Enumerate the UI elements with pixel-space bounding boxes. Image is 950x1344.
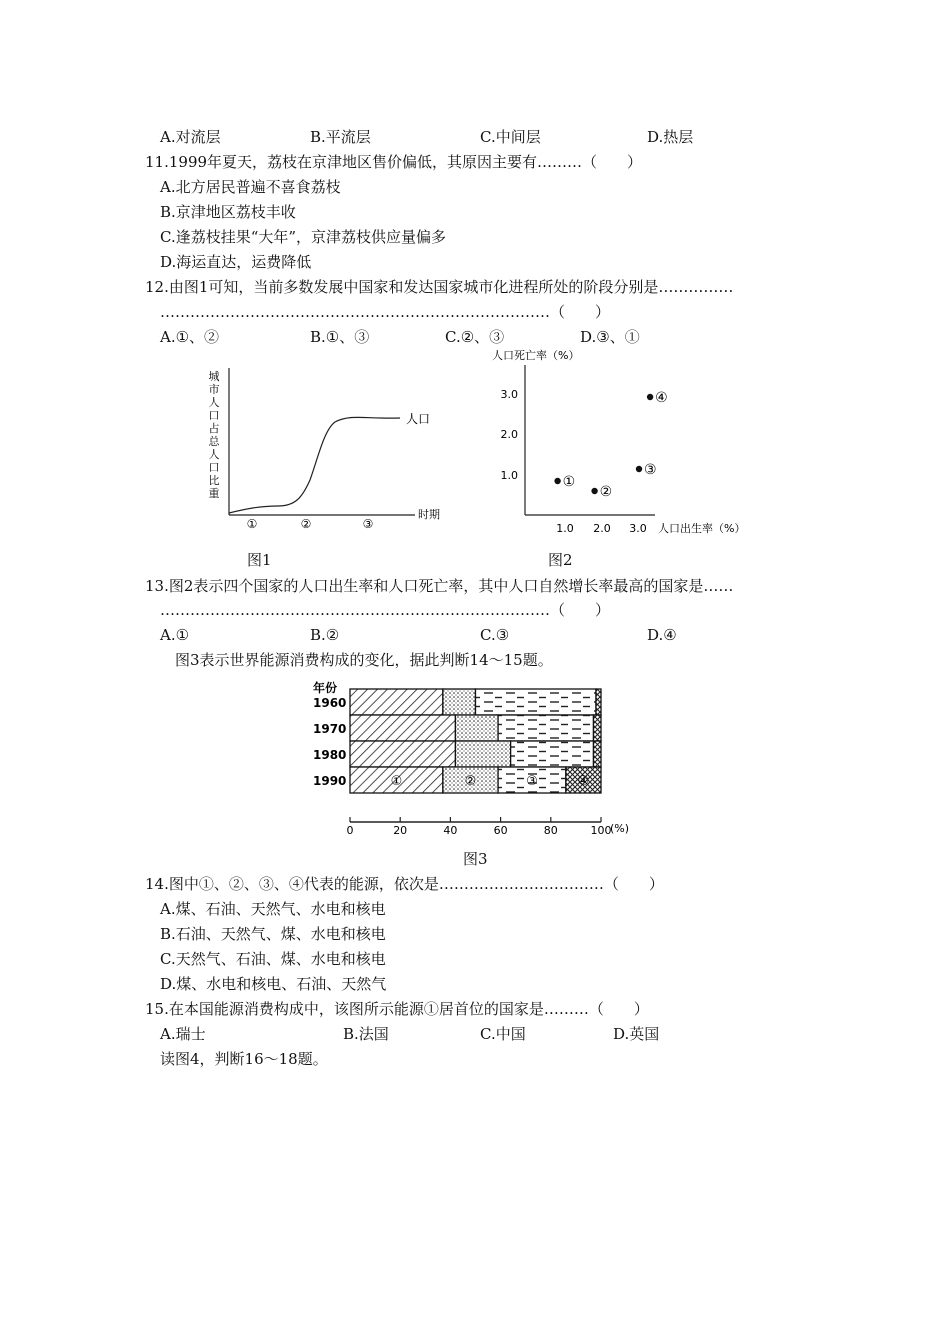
- fig3-year-label-1960: 1960: [313, 696, 347, 710]
- fig1-stage-2: ②: [300, 517, 312, 531]
- fig2-xtick-2: 2.0: [593, 522, 611, 535]
- fig1-x-axis-label: 时期: [418, 508, 440, 521]
- q15-option-b: B.法国: [343, 1025, 389, 1043]
- fig2-x-axis-label: 人口出生率（%）: [658, 522, 746, 535]
- fig2-point-1: [554, 478, 560, 484]
- q13-option-a: A.①: [160, 626, 190, 644]
- fig3-y-axis-label: 年份: [313, 681, 338, 695]
- fig3-segment-1980-1: [350, 741, 455, 767]
- q11-option-c: C.逢荔枝挂果“大年”，京津荔枝供应量偏多: [160, 228, 447, 246]
- fig2-point-4: [647, 394, 653, 400]
- fig3-segment-1970-4: [593, 715, 601, 741]
- fig2-points: [554, 390, 667, 500]
- fig1-ylabel-char: 口: [208, 461, 220, 474]
- fig2-point-2: [591, 488, 597, 494]
- fig3-segment-1960-3: [476, 689, 596, 715]
- fig3-year-label-1990: 1990: [313, 774, 347, 788]
- fig2-ytick-3: 3.0: [500, 388, 518, 401]
- fig2-ytick-2: 2.0: [500, 428, 518, 441]
- fig3-segment-1980-2: [455, 741, 510, 767]
- fig3-segment-1970-1: [350, 715, 455, 741]
- fig3-year-label-1970: 1970: [313, 722, 347, 736]
- fig3-bars: [313, 689, 601, 793]
- fig3-xtick-label-20: 20: [393, 824, 408, 837]
- q10-option-d: D.热层: [647, 128, 694, 146]
- q15-option-a: A.瑞士: [160, 1025, 206, 1043]
- figure-2-scatter-chart: [490, 345, 750, 540]
- q14-option-b: B.石油、天然气、煤、水电和核电: [160, 925, 386, 943]
- q11-stem: 11.1999年夏天，荔枝在京津地区售价偏低，其原因主要有………（ ）: [145, 153, 643, 171]
- figure-3-caption: 图3: [463, 850, 488, 868]
- fig3-xtick-label-40: 40: [443, 824, 458, 837]
- q12-option-c: C.②、③: [445, 328, 505, 346]
- fig3-xtick-label-60: 60: [493, 824, 508, 837]
- fig3-xtick-label-0: 0: [346, 824, 354, 837]
- fig2-ytick-1: 1.0: [500, 469, 518, 482]
- figure-1-urbanization-curve: [200, 360, 450, 535]
- fig2-point-label-2: ②: [599, 484, 613, 500]
- fig1-ylabel-char: 人: [208, 448, 220, 461]
- fig2-xtick-1: 1.0: [556, 522, 574, 535]
- fig2-point-label-1: ①: [562, 474, 576, 490]
- fig1-ylabel-char: 市: [208, 383, 220, 396]
- fig3-series-label-2: ②: [464, 774, 477, 789]
- q11-option-a: A.北方居民普遍不喜食荔枝: [160, 178, 341, 196]
- fig2-point-label-4: ④: [655, 390, 668, 406]
- fig1-ylabel-char: 城: [208, 370, 220, 383]
- fig3-segment-1970-3: [498, 715, 593, 741]
- fig2-y-axis-label: 人口死亡率（%）: [492, 349, 580, 362]
- q14-stem: 14.图中①、②、③、④代表的能源，依次是……………………………（ ）: [145, 875, 664, 893]
- fig3-year-label-1980: 1980: [313, 748, 347, 762]
- figure-3-energy-chart: [305, 672, 675, 840]
- figure-2-caption: 图2: [548, 551, 573, 569]
- fig1-stage-3: ③: [362, 517, 374, 531]
- fig1-urbanization-curve: [229, 417, 400, 513]
- fig2-point-3: [636, 466, 642, 472]
- q13-stem-line1: 13.图2表示四个国家的人口出生率和人口死亡率，其中人口自然增长率最高的国家是……: [145, 577, 734, 595]
- fig1-ylabel-char: 比: [208, 474, 220, 487]
- figure-1-caption: 图1: [247, 551, 272, 569]
- q11-option-b: B.京津地区荔枝丰收: [160, 203, 296, 221]
- q13-option-d: D.④: [647, 626, 677, 644]
- q13-option-b: B.②: [310, 626, 340, 644]
- fig3-series-label-1: ①: [390, 774, 403, 789]
- q10-option-a: A.对流层: [160, 128, 221, 146]
- fig3-x-unit: (%): [610, 822, 630, 835]
- q15-option-c: C.中国: [480, 1025, 526, 1043]
- fig3-segment-1960-4: [596, 689, 601, 715]
- q13-option-c: C.③: [480, 626, 510, 644]
- fig3-xtick-label-100: 100: [590, 824, 612, 837]
- q10-option-b: B.平流层: [310, 128, 371, 146]
- fig3-segment-1980-4: [593, 741, 601, 767]
- fig1-ylabel-char: 人: [208, 396, 220, 409]
- q14-option-c: C.天然气、石油、煤、水电和核电: [160, 950, 386, 968]
- fig3-segment-1970-2: [455, 715, 498, 741]
- fig3-xtick-label-80: 80: [543, 824, 558, 837]
- fig3-segment-1980-3: [511, 741, 594, 767]
- q14-option-a: A.煤、石油、天然气、水电和核电: [160, 900, 386, 918]
- fig3-x-ticks: [347, 817, 612, 837]
- q14-option-d: D.煤、水电和核电、石油、天然气: [160, 975, 387, 993]
- fig1-curve-label: 人口: [406, 412, 431, 426]
- q15-option-d: D.英国: [613, 1025, 660, 1043]
- fig1-ylabel-char: 总: [208, 435, 220, 448]
- q12-stem-line2: ……………………………………………………………………（ ）: [160, 303, 611, 321]
- q13-stem-line2: ……………………………………………………………………（ ）: [160, 601, 611, 619]
- fig3-segment-1960-1: [350, 689, 443, 715]
- intro-q14-15: 图3表示世界能源消费构成的变化，据此判断14～15题。: [175, 651, 553, 669]
- q15-stem: 15.在本国能源消费构成中，该图所示能源①居首位的国家是………（ ）: [145, 1000, 649, 1018]
- q12-stem-line1: 12.由图1可知，当前多数发展中国家和发达国家城市化进程所处的阶段分别是……………: [145, 278, 734, 296]
- q11-option-d: D.海运直达，运费降低: [160, 253, 312, 271]
- fig3-segment-1960-2: [443, 689, 476, 715]
- fig1-ylabel-char: 重: [208, 487, 220, 500]
- q12-option-b: B.①、③: [310, 328, 370, 346]
- fig2-xtick-3: 3.0: [629, 522, 647, 535]
- fig3-series-label-4: ④: [577, 774, 590, 789]
- fig2-point-label-3: ③: [644, 462, 657, 478]
- q12-option-a: A.①、②: [160, 328, 220, 346]
- fig1-ylabel-char: 口: [208, 409, 220, 422]
- q10-option-c: C.中间层: [480, 128, 541, 146]
- fig1-y-axis-label: [209, 370, 221, 500]
- fig1-ylabel-char: 占: [208, 422, 220, 435]
- q12-option-d: D.③、①: [580, 328, 640, 346]
- fig3-series-label-3: ③: [526, 774, 538, 789]
- fig1-stage-1: ①: [246, 517, 258, 531]
- intro-q16-18: 读图4，判断16～18题。: [160, 1050, 328, 1068]
